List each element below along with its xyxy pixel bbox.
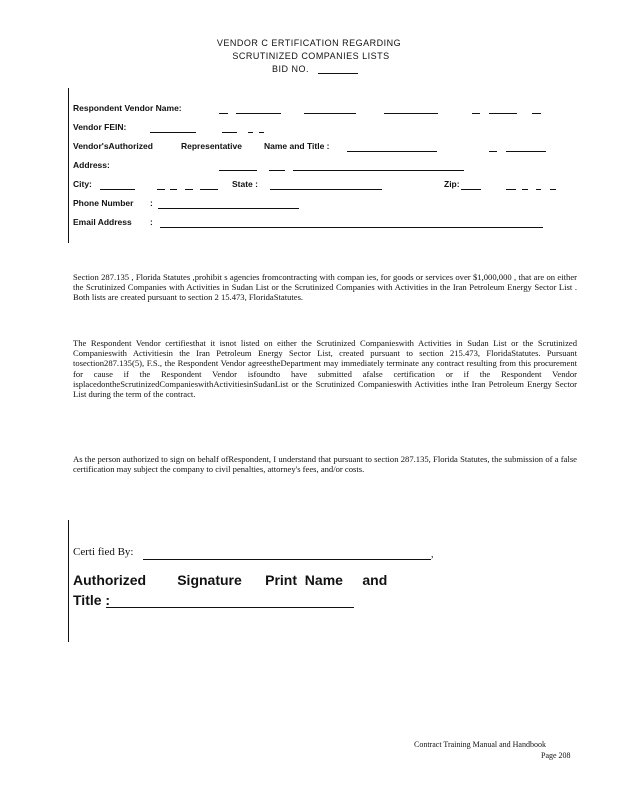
vendor-name-line-seg[interactable] <box>472 113 480 114</box>
bid-number-line[interactable] <box>318 73 358 74</box>
email-address-label: Email Address <box>73 217 132 227</box>
city-line-seg[interactable] <box>200 189 218 190</box>
fein-line-seg[interactable] <box>259 132 264 133</box>
bid-number-label: BID NO. <box>272 64 310 74</box>
rep-name-line[interactable] <box>347 151 437 152</box>
zip-line-seg[interactable] <box>461 189 481 190</box>
left-margin-bar-bottom <box>68 520 69 642</box>
vendor-name-line-seg[interactable] <box>384 113 438 114</box>
vendor-name-line-seg[interactable] <box>219 113 228 114</box>
state-line[interactable] <box>270 189 382 190</box>
vendor-authorized-label: Vendor'sAuthorized <box>73 141 153 151</box>
authorized-signature-label: Authorized Signature Print Name and <box>73 572 388 588</box>
doc-title-line-1: VENDOR C ERTIFICATION REGARDING <box>216 38 402 48</box>
city-label: City: <box>73 179 92 189</box>
name-and-title-label: Name and Title : <box>264 141 330 151</box>
certified-by-label: Certi fied By: <box>73 546 134 558</box>
zip-line-seg[interactable] <box>506 189 516 190</box>
phone-number-label: Phone Number <box>73 198 134 208</box>
address-line-seg[interactable] <box>293 170 464 171</box>
zip-line-seg[interactable] <box>550 189 556 190</box>
footer-page-number: Page 208 <box>541 751 571 760</box>
state-label: State : <box>232 179 258 189</box>
paragraph-understanding: As the person authorized to sign on behalf ofRespondent, I understand that pursuant to section 287.135, Florida Statutes, the submission of a false certification may subject the company to civil penalties, attorney's fees, and/or costs. <box>73 454 577 475</box>
vendor-name-line-seg[interactable] <box>532 113 541 114</box>
email-colon: : <box>150 217 153 227</box>
email-line[interactable] <box>160 227 543 228</box>
rep-name-line-seg[interactable] <box>506 151 546 152</box>
city-line-seg[interactable] <box>185 189 193 190</box>
city-line-seg[interactable] <box>157 189 165 190</box>
signature-title-line[interactable] <box>106 607 354 608</box>
fein-line-seg[interactable] <box>248 132 253 133</box>
phone-line[interactable] <box>158 208 299 209</box>
left-margin-bar-top <box>68 88 69 243</box>
fein-line-seg[interactable] <box>222 132 237 133</box>
certified-by-comma: , <box>431 549 434 560</box>
doc-title-line-2: SCRUTINIZED COMPANIES LISTS <box>232 51 390 61</box>
city-line-seg[interactable] <box>170 189 177 190</box>
phone-colon: : <box>150 198 153 208</box>
footer-manual-title: Contract Training Manual and Handbook <box>414 740 546 749</box>
city-line-seg[interactable] <box>100 189 135 190</box>
paragraph-certification: The Respondent Vendor certifiesthat it isnot listed on either the Scrutinized Companieswith Activities in Sudan List or the Scrutinized Companieswith Activitiesin the Iran Petroleum Energy Sector List, created pursuant to section 215.473, FloridaStatutes. Pursuant tosection287.135(5), F.S., the Respondent Vendor agreestheDepartment may immediately terminate any contract resulting from this procurement for cause if the Respondent Vendor isfoundto have submitted afalse certification or if the Respondent Vendor isplacedontheScrutinizedCompanieswithActivitiesinSudanList or the Scrutinized Companieswith Activities inthe Iran Petroleum Energy Sector List during the term of the contract. <box>73 338 577 400</box>
rep-name-line-seg[interactable] <box>489 151 497 152</box>
paragraph-statute: Section 287.135 , Florida Statutes ,prohibit s agencies fromcontracting with compan ies, for goods or services over $1,000,000 , that are on either the Scrutinized Companies with Activities in Sudan List or the Scrutinized Companies with Activities in the Iran Petroleum Energy Sector List . Both lists are created pursuant to section 2 15.473, FloridaStatutes. <box>73 272 577 303</box>
vendor-name-line-seg[interactable] <box>304 113 356 114</box>
fein-line-seg[interactable] <box>150 132 196 133</box>
representative-label: Representative <box>181 141 242 151</box>
vendor-name-line-seg[interactable] <box>236 113 281 114</box>
vendor-fein-label: Vendor FEIN: <box>73 122 127 132</box>
title-label: Title : <box>73 592 111 608</box>
zip-line-seg[interactable] <box>522 189 528 190</box>
respondent-vendor-name-label: Respondent Vendor Name: <box>73 103 182 113</box>
certified-by-line[interactable] <box>143 559 431 560</box>
address-label: Address: <box>73 160 110 170</box>
address-line-seg[interactable] <box>219 170 257 171</box>
zip-label: Zip: <box>444 179 460 189</box>
vendor-name-line-seg[interactable] <box>489 113 517 114</box>
zip-line-seg[interactable] <box>536 189 541 190</box>
address-line-seg[interactable] <box>269 170 285 171</box>
